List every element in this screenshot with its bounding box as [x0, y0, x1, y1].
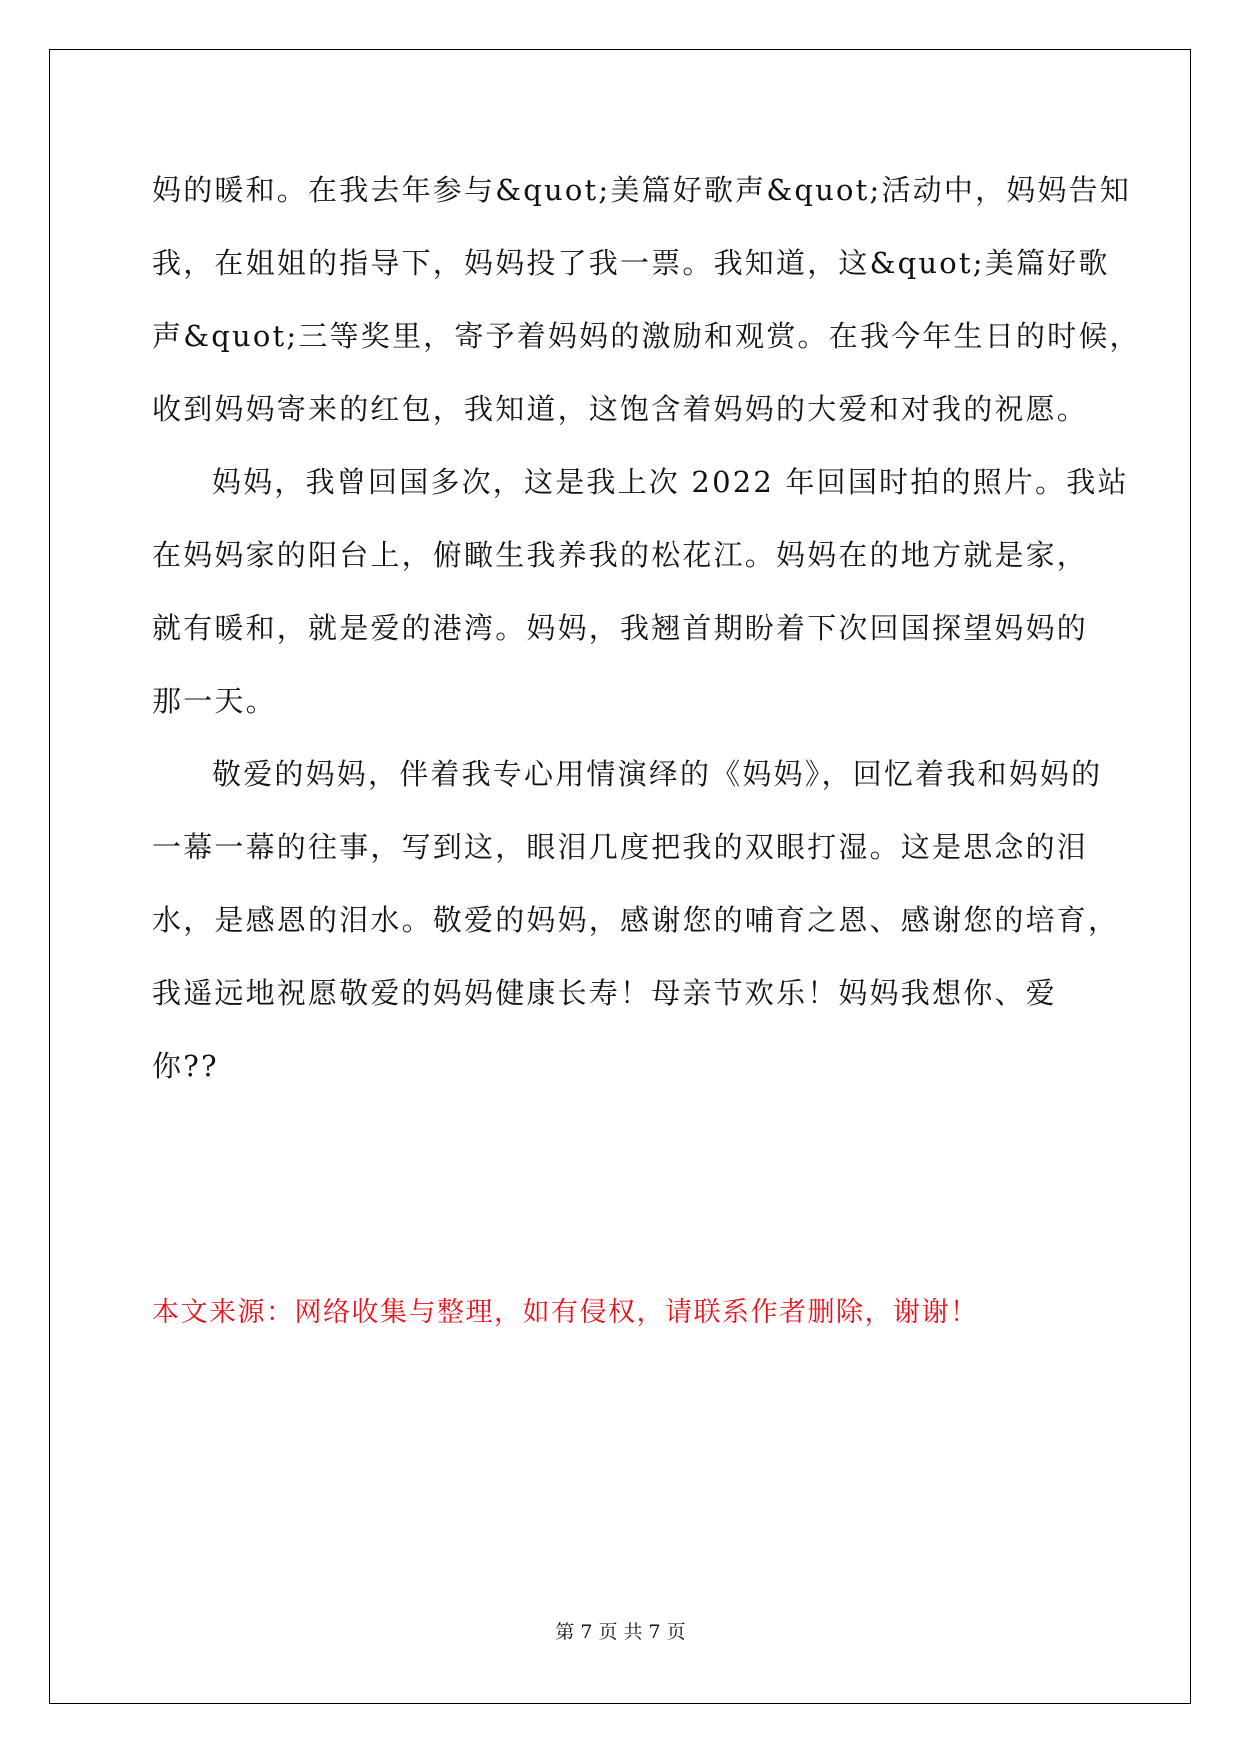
page-number: 第 7 页 共 7 页 — [555, 1621, 686, 1643]
text-line: 声&quot;三等奖里，寄予着妈妈的激励和观赏。在我今年生日的时候， — [152, 319, 1141, 353]
text-line: 那一天。 — [152, 684, 277, 718]
text-line: 收到妈妈寄来的红包，我知道，这饱含着妈妈的大爱和对我的祝愿。 — [152, 392, 1089, 426]
text-line: 我遥远地祝愿敬爱的妈妈健康长寿！母亲节欢乐！妈妈我想你、爱 — [152, 976, 1057, 1010]
page-border — [49, 49, 1191, 1704]
text-line: 敬爱的妈妈，伴着我专心用情演绎的《妈妈》，回忆着我和妈妈的 — [212, 757, 1103, 791]
text-line: 你?? — [152, 1049, 219, 1083]
text-line: 妈妈，我曾回国多次，这是我上次 2022 年回国时拍的照片。我站 — [212, 465, 1129, 499]
source-note: 本文来源：网络收集与整理，如有侵权，请联系作者删除，谢谢！ — [152, 1297, 979, 1328]
text-line: 妈的暖和。在我去年参与&quot;美篇好歌声&quot;活动中，妈妈告知 — [152, 173, 1132, 207]
text-line: 就有暖和，就是爱的港湾。妈妈，我翘首期盼着下次回国探望妈妈的 — [152, 611, 1089, 645]
text-line: 水，是感恩的泪水。敬爱的妈妈，感谢您的哺育之恩、感谢您的培育， — [152, 903, 1120, 937]
text-line: 我，在姐姐的指导下，妈妈投了我一票。我知道，这&quot;美篇好歌 — [152, 246, 1110, 280]
text-line: 一幕一幕的往事，写到这，眼泪几度把我的双眼打湿。这是思念的泪 — [152, 830, 1089, 864]
text-line: 在妈妈家的阳台上，俯瞰生我养我的松花江。妈妈在的地方就是家， — [152, 538, 1089, 572]
